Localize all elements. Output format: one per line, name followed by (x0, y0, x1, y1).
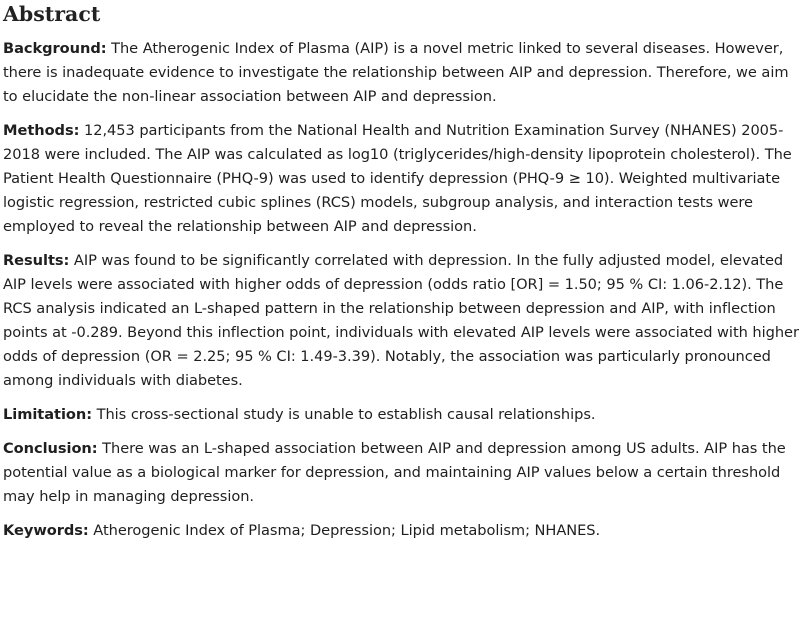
section-background (3, 37, 801, 109)
section-text: The Atherogenic Index of Plasma (AIP) is a novel metric linked to several diseases. However, there is inadequate evidence to investigate the relationship between AIP and depression. Therefore, we aim to elucidate the non-linear association between AIP and depression. (3, 40, 789, 105)
section-text: This cross-sectional study is unable to establish causal relationships. (96, 406, 596, 423)
section-label: Conclusion: (3, 440, 98, 457)
section-conclusion (3, 437, 801, 509)
section-text: 12,453 participants from the National Health and Nutrition Examination Survey (NHANES) 2005-2018 were included. The AIP was calculated as log10 (triglycerides/high-density lipoprotein cholesterol). The Patient Health Questionnaire (PHQ-9) was used to identify depression (PHQ-9 ≥ 10). Weighted multivariate logistic regression, restricted cubic splines (RCS) models, subgroup analysis, and interaction tests were employed to reveal the relationship between AIP and depression. (3, 122, 792, 235)
section-text: Atherogenic Index of Plasma; Depression; Lipid metabolism; NHANES. (93, 522, 601, 539)
section-methods (3, 119, 801, 239)
section-text: There was an L-shaped association between AIP and depression among US adults. AIP has the potential value as a biological marker for depression, and maintaining AIP values below a certain threshold may help in managing depression. (3, 440, 786, 505)
section-text: AIP was found to be significantly correlated with depression. In the fully adjusted model, elevated AIP levels were associated with higher odds of depression (odds ratio [OR] = 1.50; 95 % CI: 1.06-2.12). The RCS analysis indicated an L-shaped pattern in the relationship between depression and AIP, with inflection points at -0.289. Beyond this inflection point, individuals with elevated AIP levels were associated with higher odds of depression (OR = 2.25; 95 % CI: 1.49-3.39). Notably, the association was particularly pronounced among individuals with diabetes. (3, 252, 799, 389)
section-label: Methods: (3, 122, 80, 139)
section-label: Results: (3, 252, 70, 269)
abstract (0, 2, 801, 543)
section-limitation (3, 403, 801, 427)
section-keywords (3, 519, 801, 543)
section-label: Background: (3, 40, 107, 57)
abstract-heading: Abstract (3, 2, 101, 26)
section-results (3, 249, 801, 393)
section-label: Limitation: (3, 406, 93, 423)
section-label: Keywords: (3, 522, 89, 539)
